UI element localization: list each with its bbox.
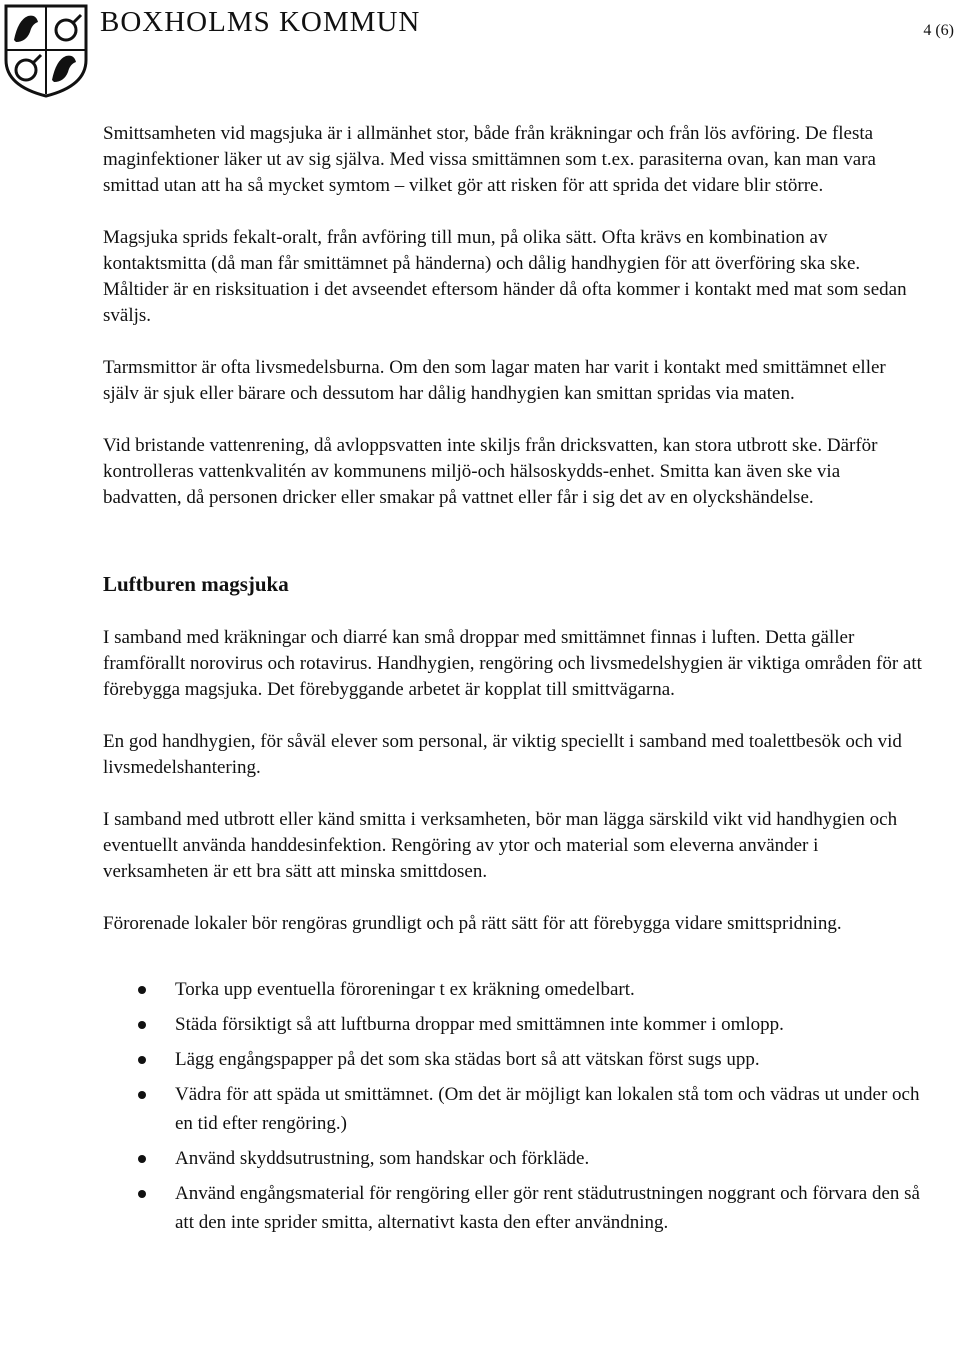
list-item xyxy=(103,1144,923,1173)
list-item xyxy=(103,1045,923,1074)
bullet-icon xyxy=(138,1021,146,1029)
list-item-text: Lägg engångspapper på det som ska städas bort så att vätskan först sugs upp. xyxy=(175,1049,760,1070)
bullet-icon xyxy=(138,1091,146,1099)
bullet-list xyxy=(103,975,923,1237)
list-item xyxy=(103,1080,923,1138)
coat-of-arms-icon xyxy=(2,2,90,98)
page-number: 4 (6) xyxy=(923,22,954,39)
list-item-text: Vädra för att späda ut smittämnet. (Om det är möjligt kan lokalen stå tom och vädras ut under och en tid efter rengöring.) xyxy=(175,1084,920,1134)
paragraph: Tarmsmittor är ofta livsmedelsburna. Om den som lagar maten har varit i kontakt med smittämnet eller själv är sjuk eller bärare och dessutom har dålig handhygien kan smittan spridas via maten. xyxy=(103,357,886,404)
bullet-icon xyxy=(138,1155,146,1163)
bullet-icon xyxy=(138,986,146,994)
bullet-icon xyxy=(138,1190,146,1198)
list-item-text: Använd engångsmaterial för rengöring eller gör rent städutrustningen noggrant och förvara den så att den inte sprider smitta, alternativt kasta den efter användning. xyxy=(175,1183,920,1233)
bullet-icon xyxy=(138,1056,146,1064)
list-item-text: Använd skyddsutrustning, som handskar och förkläde. xyxy=(175,1148,590,1169)
organization-name: BOXHOLMS KOMMUN xyxy=(100,6,421,38)
paragraph: Vid bristande vattenrening, då avloppsvatten inte skiljs från dricksvatten, kan stora utbrott ske. Därför kontrolleras vattenkvalitén av kommunens miljö-och hälsoskydds-enhet. Smitta kan även ske via badvatten, då personen dricker eller smakar på vattnet eller får i sig det av en olyckshändelse. xyxy=(103,435,878,508)
paragraph: Magsjuka sprids fekalt-oralt, från avföring till mun, på olika sätt. Ofta krävs en kombination av kontaktsmitta (då man får smittämnet på händerna) och dålig handhygien för att överföring ska ske. Måltider är en risksituation i det avseendet eftersom händer då ofta kommer i kontakt med mat som sedan sväljs. xyxy=(103,227,907,326)
document-body xyxy=(103,121,923,1243)
paragraph: Smittsamheten vid magsjuka är i allmänhet stor, både från kräkningar och från lös avföring. De flesta maginfektioner läker ut av sig själva. Med vissa smittämnen som t.ex. parasiterna ovan, kan man vara smittad utan att ha så mycket symtom – vilket gör att risken för att sprida det vidare blir större. xyxy=(103,123,876,196)
section-heading: Luftburen magsjuka xyxy=(103,572,289,596)
list-item xyxy=(103,1010,923,1039)
paragraph: Förorenade lokaler bör rengöras grundligt och på rätt sätt för att förebygga vidare smittspridning. xyxy=(103,913,842,934)
list-item xyxy=(103,1179,923,1237)
paragraph: En god handhygien, för såväl elever som personal, är viktig speciellt i samband med toalettbesök och vid livsmedelshantering. xyxy=(103,731,902,778)
list-item-text: Städa försiktigt så att luftburna droppar med smittämnen inte kommer i omlopp. xyxy=(175,1014,784,1035)
paragraph: I samband med kräkningar och diarré kan små droppar med smittämnet finnas i luften. Detta gäller framförallt norovirus och rotavirus. Handhygien, rengöring och livsmedelshygien är viktiga områden för att förebygga magsjuka. Det förebyggande arbetet är kopplat till smittvägarna. xyxy=(103,627,922,700)
paragraph: I samband med utbrott eller känd smitta i verksamheten, bör man lägga särskild vikt vid handhygien och eventuellt använda handdesinfektion. Rengöring av ytor och material som eleverna använder i verksamheten är ett bra sätt att minska smittdosen. xyxy=(103,809,898,882)
list-item xyxy=(103,975,923,1004)
list-item-text: Torka upp eventuella föroreningar t ex kräkning omedelbart. xyxy=(175,979,635,1000)
